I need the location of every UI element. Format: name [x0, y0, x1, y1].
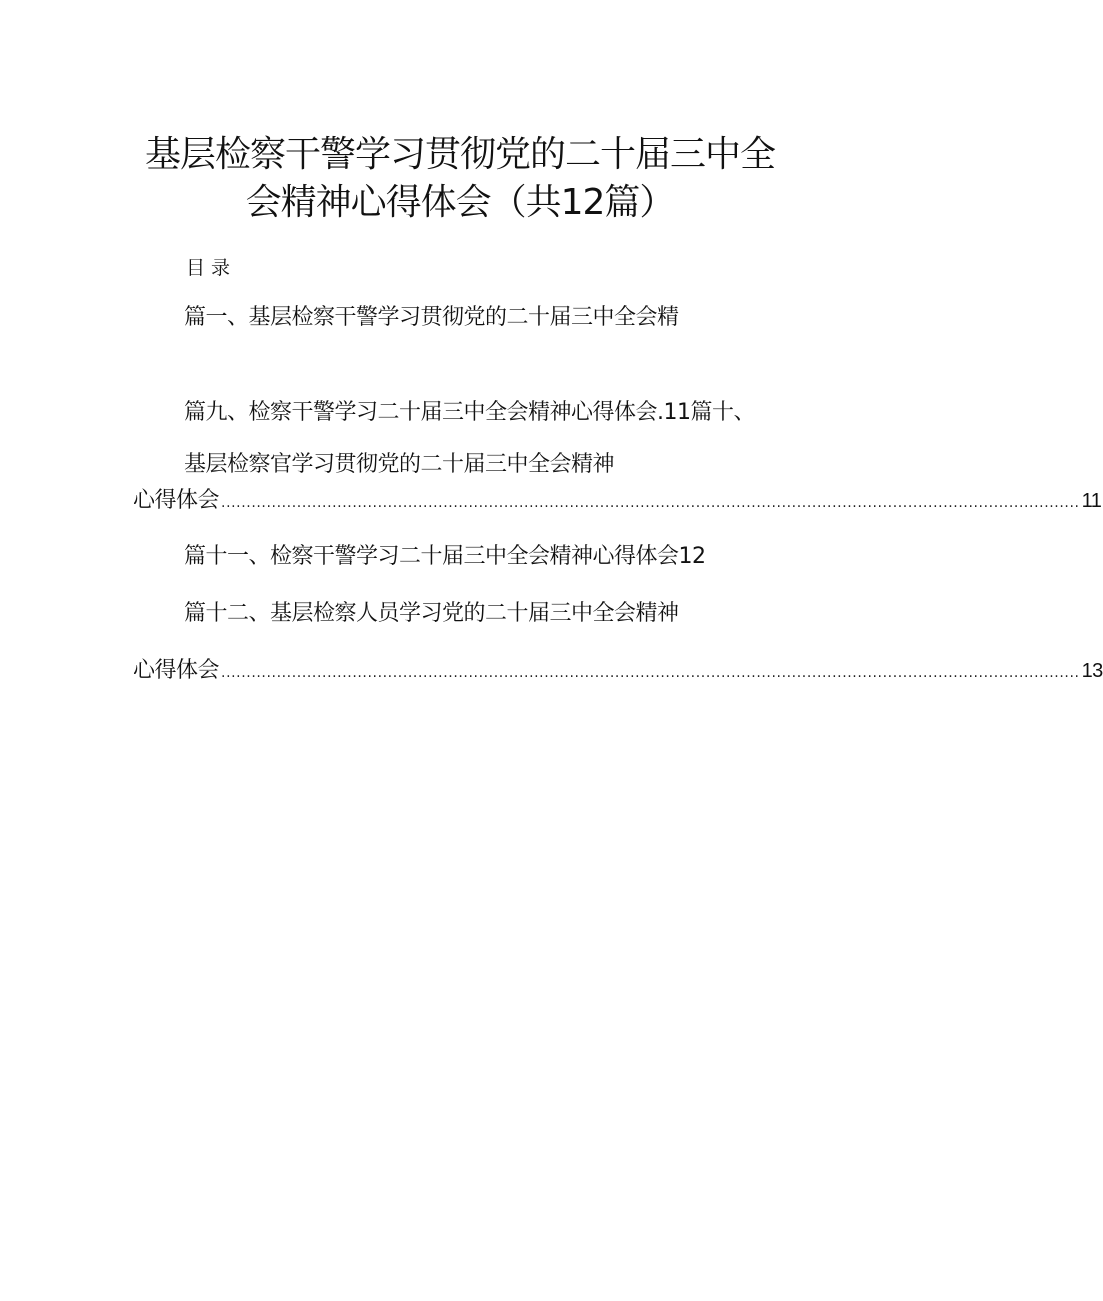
document-title-line-2: 会精神心得体会（共12篇） [245, 182, 675, 223]
dot-leader: .......................................................................................................................................................................... [221, 665, 1080, 681]
document-title-line-1: 基层检察干警学习贯彻党的二十届三中全 [144, 134, 775, 175]
toc-entry-10-title[interactable]: 基层检察官学习贯彻党的二十届三中全会精神 [184, 452, 615, 477]
toc-entry-10-leader-line[interactable] [133, 486, 1102, 518]
toc-page-number: 13 [1081, 660, 1103, 682]
dot-leader: .......................................................................................................................................................................... [221, 495, 1080, 511]
toc-entry-12-title-end: 心得体会 [133, 658, 220, 683]
toc-page-number: 11 [1081, 490, 1102, 512]
toc-heading: 目录 [186, 257, 237, 279]
toc-entry-9-10[interactable]: 篇九、检察干警学习二十届三中全会精神心得体会.11篇十、 [184, 400, 755, 425]
toc-entry-12-leader-line[interactable] [133, 656, 1103, 688]
toc-entry-1[interactable]: 篇一、基层检察干警学习贯彻党的二十届三中全会精 [184, 305, 679, 330]
toc-entry-11[interactable]: 篇十一、检察干警学习二十届三中全会精神心得体会12 [184, 544, 706, 569]
toc-entry-10-title-end: 心得体会 [133, 488, 220, 513]
toc-entry-12-title[interactable]: 篇十二、基层检察人员学习党的二十届三中全会精神 [184, 601, 679, 626]
